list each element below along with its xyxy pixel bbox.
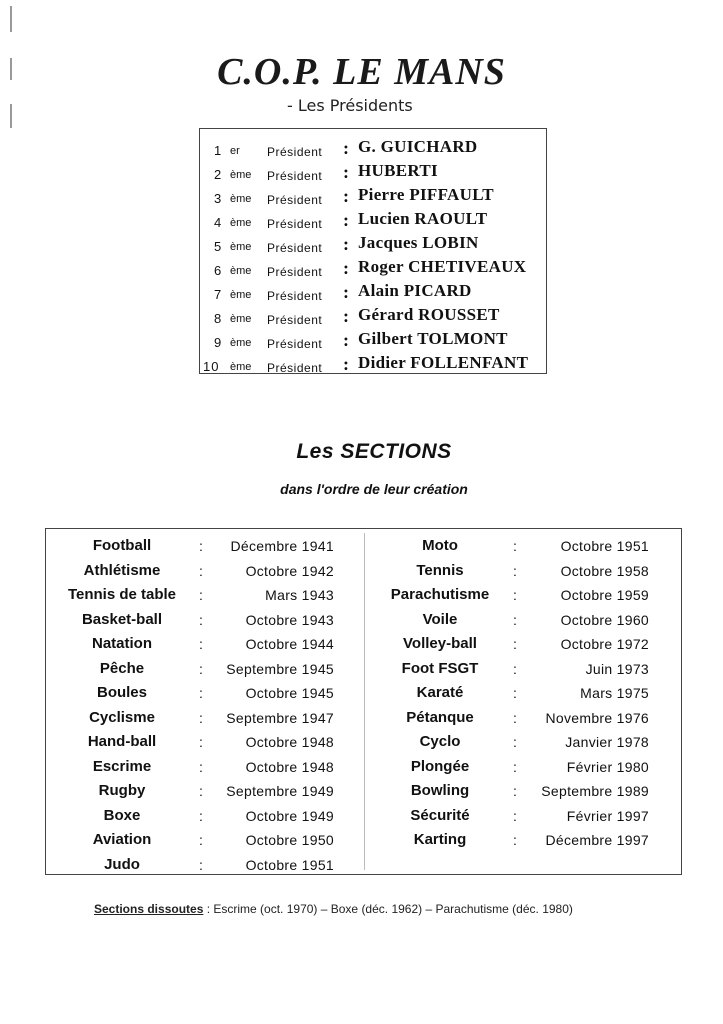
- section-name: Rugby: [98, 782, 146, 799]
- president-suffix: ème: [230, 193, 252, 205]
- section-separator: :: [199, 783, 203, 799]
- president-number: 7: [214, 287, 222, 302]
- section-date: Juin 1973: [585, 660, 649, 677]
- section-separator: :: [513, 611, 517, 628]
- section-separator: :: [199, 807, 203, 824]
- president-colon: :: [343, 210, 349, 230]
- section-name: Foot FSGT: [401, 659, 479, 677]
- section-name: Pêche: [99, 659, 145, 677]
- section-date: Octobre 1960: [560, 611, 649, 628]
- section-date: Février 1980: [566, 758, 649, 775]
- president-word: Président: [267, 193, 323, 207]
- section-separator: :: [513, 758, 517, 775]
- section-date: Octobre 1944: [245, 636, 334, 652]
- president-word: Président: [267, 361, 323, 375]
- president-suffix: ème: [230, 337, 252, 349]
- president-word: Président: [267, 265, 323, 279]
- section-name: Karting: [413, 831, 467, 848]
- president-row: [200, 254, 548, 278]
- president-name: Gérard ROUSSET: [358, 305, 500, 324]
- section-name: Karaté: [416, 684, 464, 701]
- section-separator: :: [199, 636, 203, 652]
- section-name: Pétanque: [406, 708, 474, 726]
- section-date: Octobre 1958: [560, 562, 649, 579]
- binding-mark: [10, 104, 12, 128]
- president-word: Président: [267, 337, 323, 351]
- president-number: 2: [214, 167, 222, 182]
- section-separator: :: [513, 660, 517, 677]
- president-word: Président: [267, 289, 323, 303]
- page-title: C.O.P. LE MANS: [217, 51, 506, 93]
- section-separator: :: [199, 587, 203, 603]
- president-row: [200, 326, 548, 350]
- presidents-box: [199, 128, 547, 374]
- section-name: Basket-ball: [81, 610, 163, 628]
- president-suffix: ème: [230, 241, 252, 253]
- binding-mark: [10, 6, 12, 32]
- section-separator: :: [199, 832, 203, 848]
- president-name: Roger CHETIVEAUX: [358, 257, 527, 276]
- president-suffix: ème: [230, 361, 252, 373]
- president-word: Président: [267, 217, 323, 231]
- section-date: Octobre 1972: [560, 636, 649, 652]
- section-separator: :: [513, 636, 517, 652]
- section-date: Octobre 1959: [560, 587, 649, 603]
- section-name: Plongée: [410, 757, 470, 775]
- president-word: Président: [267, 169, 323, 183]
- section-name: Bowling: [410, 782, 470, 799]
- president-colon: :: [343, 162, 349, 182]
- section-name: Escrime: [92, 757, 152, 775]
- section-separator: :: [513, 807, 517, 824]
- section-separator: :: [513, 783, 517, 799]
- president-colon: :: [343, 330, 349, 350]
- section-date: Mars 1975: [580, 685, 649, 701]
- president-colon: :: [343, 354, 349, 374]
- president-word: Président: [267, 145, 323, 159]
- president-row: [200, 302, 548, 326]
- section-date: Septembre 1989: [541, 783, 649, 799]
- section-name: Boules: [96, 684, 147, 701]
- section-date: Octobre 1943: [245, 611, 334, 628]
- sections-title: Les SECTIONS: [296, 440, 452, 463]
- president-name: Alain PICARD: [358, 281, 472, 300]
- section-separator: :: [513, 685, 517, 701]
- president-suffix: ème: [230, 265, 252, 277]
- president-name: Pierre PIFFAULT: [358, 185, 494, 204]
- section-date: Janvier 1978: [565, 734, 649, 750]
- section-name: Judo: [104, 855, 140, 873]
- section-name: Aviation: [92, 831, 152, 848]
- section-name: Tennis de table: [67, 586, 177, 603]
- president-suffix: ème: [230, 313, 252, 325]
- president-colon: :: [343, 186, 349, 206]
- president-name: Gilbert TOLMONT: [358, 329, 508, 348]
- section-name: Athlétisme: [83, 561, 161, 579]
- section-name: Voile: [422, 610, 458, 628]
- president-number: 1: [214, 143, 222, 158]
- column-divider: [364, 533, 365, 870]
- section-date: Octobre 1950: [245, 832, 334, 848]
- president-word: Président: [267, 313, 323, 327]
- section-date: Octobre 1949: [245, 807, 334, 824]
- section-date: Octobre 1951: [245, 856, 334, 873]
- section-name: Hand-ball: [87, 733, 157, 750]
- president-colon: :: [343, 234, 349, 254]
- section-separator: :: [513, 587, 517, 603]
- section-name: Natation: [92, 635, 152, 652]
- president-number: 3: [214, 191, 222, 206]
- section-separator: :: [199, 660, 203, 677]
- president-row: [200, 158, 548, 182]
- section-date: Octobre 1948: [245, 734, 334, 750]
- president-number: 10: [203, 359, 220, 374]
- section-date: Décembre 1941: [230, 538, 334, 554]
- section-name: Tennis: [416, 561, 464, 579]
- section-separator: :: [513, 562, 517, 579]
- president-number: 4: [214, 215, 222, 230]
- president-number: 8: [214, 311, 222, 326]
- section-separator: :: [513, 538, 517, 554]
- section-separator: :: [199, 562, 203, 579]
- president-name: Didier FOLLENFANT: [358, 353, 529, 372]
- president-row: [200, 278, 548, 302]
- president-colon: :: [343, 282, 349, 302]
- section-name: Cyclo: [419, 733, 461, 750]
- sections-table: [45, 528, 682, 875]
- president-number: 6: [214, 263, 222, 278]
- president-number: 5: [214, 239, 222, 254]
- president-suffix: ème: [230, 217, 252, 229]
- section-separator: :: [199, 538, 203, 554]
- section-name: Volley-ball: [403, 635, 477, 652]
- section-name: Parachutisme: [390, 586, 490, 603]
- section-date: Février 1997: [566, 807, 649, 824]
- section-date: Décembre 1997: [545, 832, 649, 848]
- president-name: Lucien RAOULT: [358, 209, 488, 228]
- section-name: Football: [92, 537, 152, 554]
- section-separator: :: [513, 832, 517, 848]
- section-name: Moto: [422, 537, 458, 554]
- section-date: Octobre 1951: [560, 538, 649, 554]
- president-name: Jacques LOBIN: [358, 233, 479, 252]
- president-suffix: ème: [230, 289, 252, 301]
- section-date: Octobre 1945: [245, 685, 334, 701]
- section-date: Mars 1943: [265, 587, 334, 603]
- president-colon: :: [343, 258, 349, 278]
- president-row: [200, 206, 548, 230]
- sections-subtitle: dans l'ordre de leur création: [280, 481, 468, 497]
- president-suffix: er: [230, 145, 240, 157]
- section-name: Boxe: [103, 806, 141, 824]
- president-word: Président: [267, 241, 323, 255]
- president-number: 9: [214, 335, 222, 350]
- president-row: [200, 134, 548, 158]
- president-colon: :: [343, 138, 349, 158]
- section-separator: :: [199, 709, 203, 726]
- president-name: G. GUICHARD: [358, 137, 478, 156]
- president-row: [200, 230, 548, 254]
- dissolved-sections-text: : Escrime (oct. 1970) – Boxe (déc. 1962) – Parachutisme (déc. 1980): [203, 902, 573, 916]
- section-date: Novembre 1976: [545, 709, 649, 726]
- section-separator: :: [513, 734, 517, 750]
- section-date: Octobre 1942: [245, 562, 334, 579]
- section-date: Septembre 1949: [226, 783, 334, 799]
- president-row: [200, 350, 548, 374]
- section-separator: :: [199, 734, 203, 750]
- page-subtitle: - Les Présidents: [287, 96, 413, 115]
- section-date: Septembre 1947: [226, 709, 334, 726]
- section-name: Cyclisme: [89, 708, 155, 726]
- president-row: [200, 182, 548, 206]
- president-suffix: ème: [230, 169, 252, 181]
- president-colon: :: [343, 306, 349, 326]
- section-separator: :: [199, 611, 203, 628]
- dissolved-sections-note: [94, 902, 573, 916]
- section-date: Octobre 1948: [245, 758, 334, 775]
- section-separator: :: [199, 758, 203, 775]
- section-separator: :: [199, 856, 203, 873]
- dissolved-sections-label: Sections dissoutes: [94, 902, 204, 916]
- section-separator: :: [513, 709, 517, 726]
- section-date: Septembre 1945: [226, 660, 334, 677]
- president-name: HUBERTI: [358, 161, 438, 180]
- section-separator: :: [199, 685, 203, 701]
- section-name: Sécurité: [410, 806, 470, 824]
